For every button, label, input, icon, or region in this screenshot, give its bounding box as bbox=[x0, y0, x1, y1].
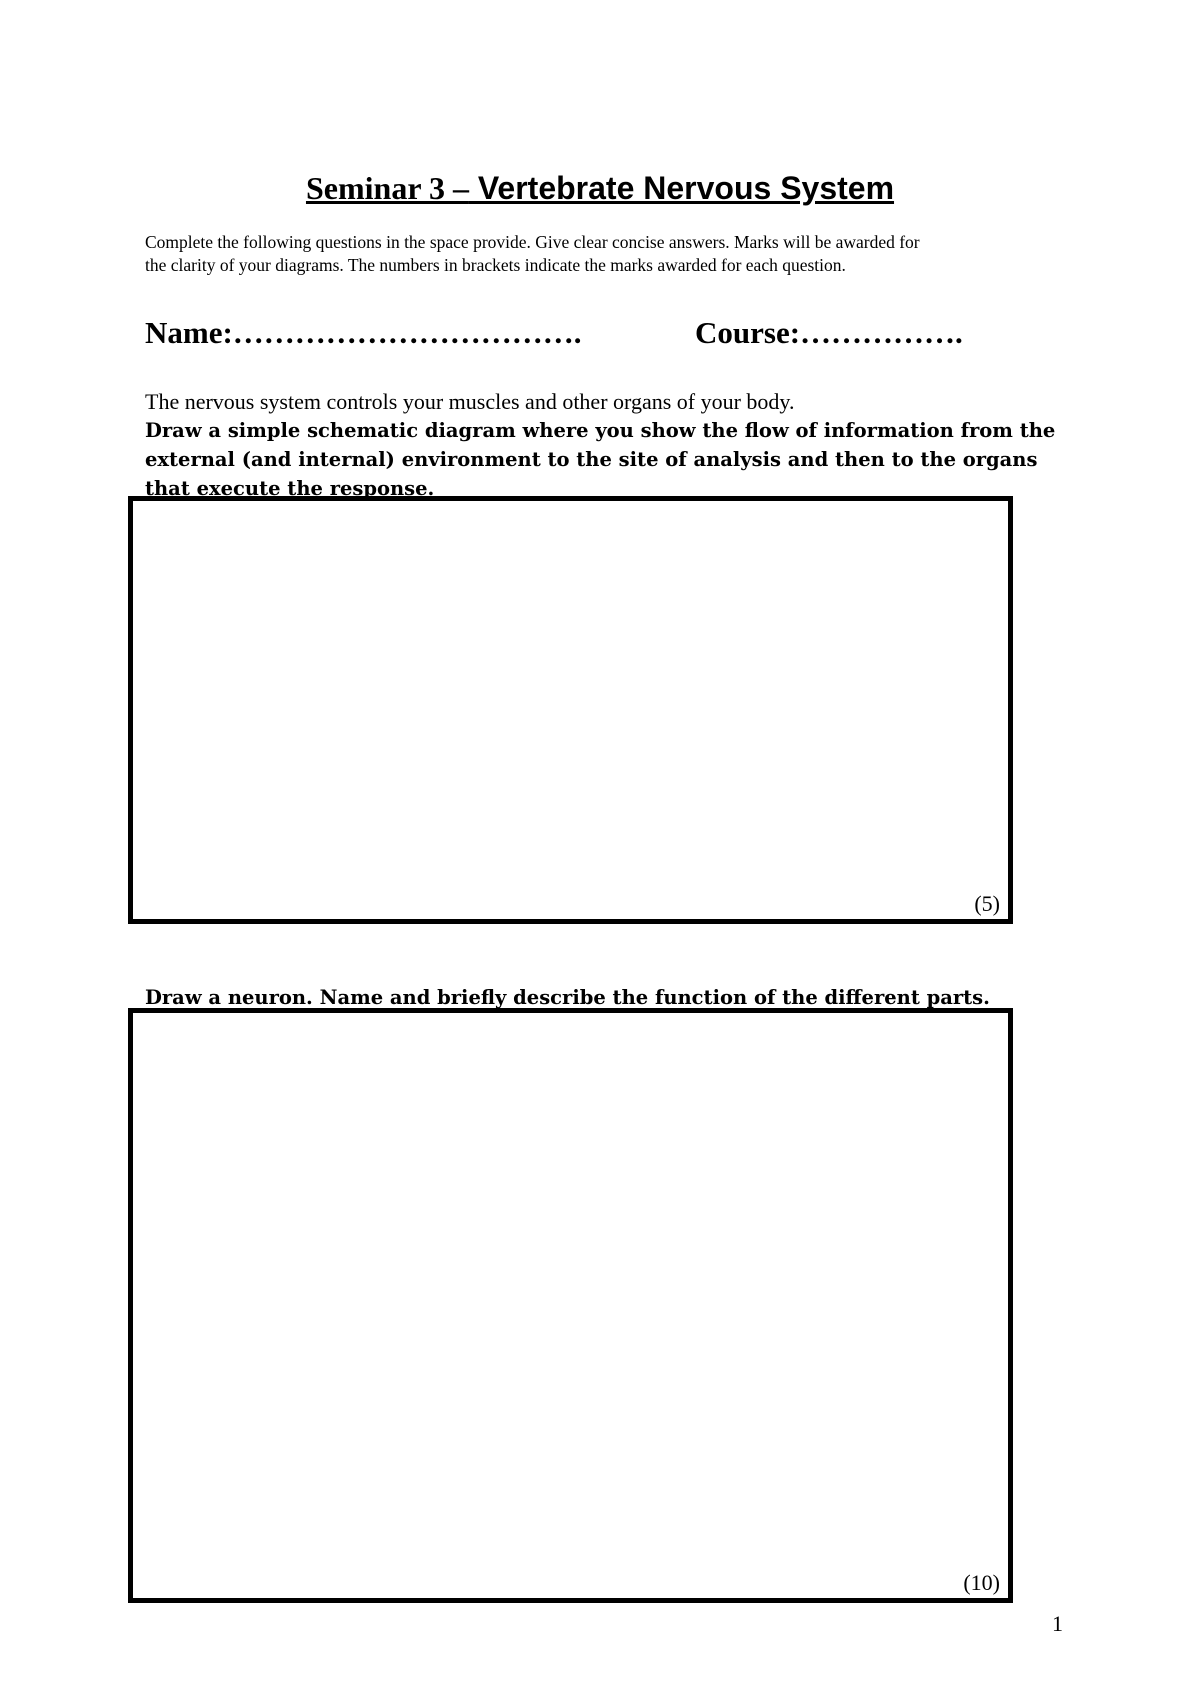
instructions-line-1: Complete the following questions in the space provide. Give clear concise answers. Marks will be awarded for bbox=[145, 232, 920, 252]
question-1-marks: (5) bbox=[974, 891, 1000, 916]
answer-box-1[interactable] bbox=[128, 496, 1013, 924]
page-title bbox=[0, 168, 1200, 208]
page-number: 1 bbox=[1052, 1611, 1063, 1636]
instructions bbox=[145, 231, 1080, 277]
title-topic: Vertebrate Nervous System bbox=[468, 170, 895, 206]
instructions-line-2: the clarity of your diagrams. The numbers in brackets indicate the marks awarded for each question. bbox=[145, 255, 846, 275]
question-1-block bbox=[145, 387, 1075, 503]
answer-box-2[interactable] bbox=[128, 1008, 1013, 1603]
name-course-row bbox=[145, 313, 963, 353]
question-1-text: Draw a simple schematic diagram where you show the flow of information from the external (and internal) environment to the site of analysis and then to the organs that execute the response. bbox=[145, 419, 1056, 500]
intro-text: The nervous system controls your muscles and other organs of your body. bbox=[145, 389, 795, 414]
question-2-marks: (10) bbox=[963, 1570, 1000, 1595]
title-seminar: Seminar 3 – bbox=[305, 170, 469, 206]
question-2-text: Draw a neuron. Name and briefly describe the function of the different parts. bbox=[145, 986, 990, 1009]
name-field[interactable]: Name:……………………………. bbox=[145, 315, 582, 350]
course-field[interactable]: Course:……………. bbox=[695, 315, 963, 350]
